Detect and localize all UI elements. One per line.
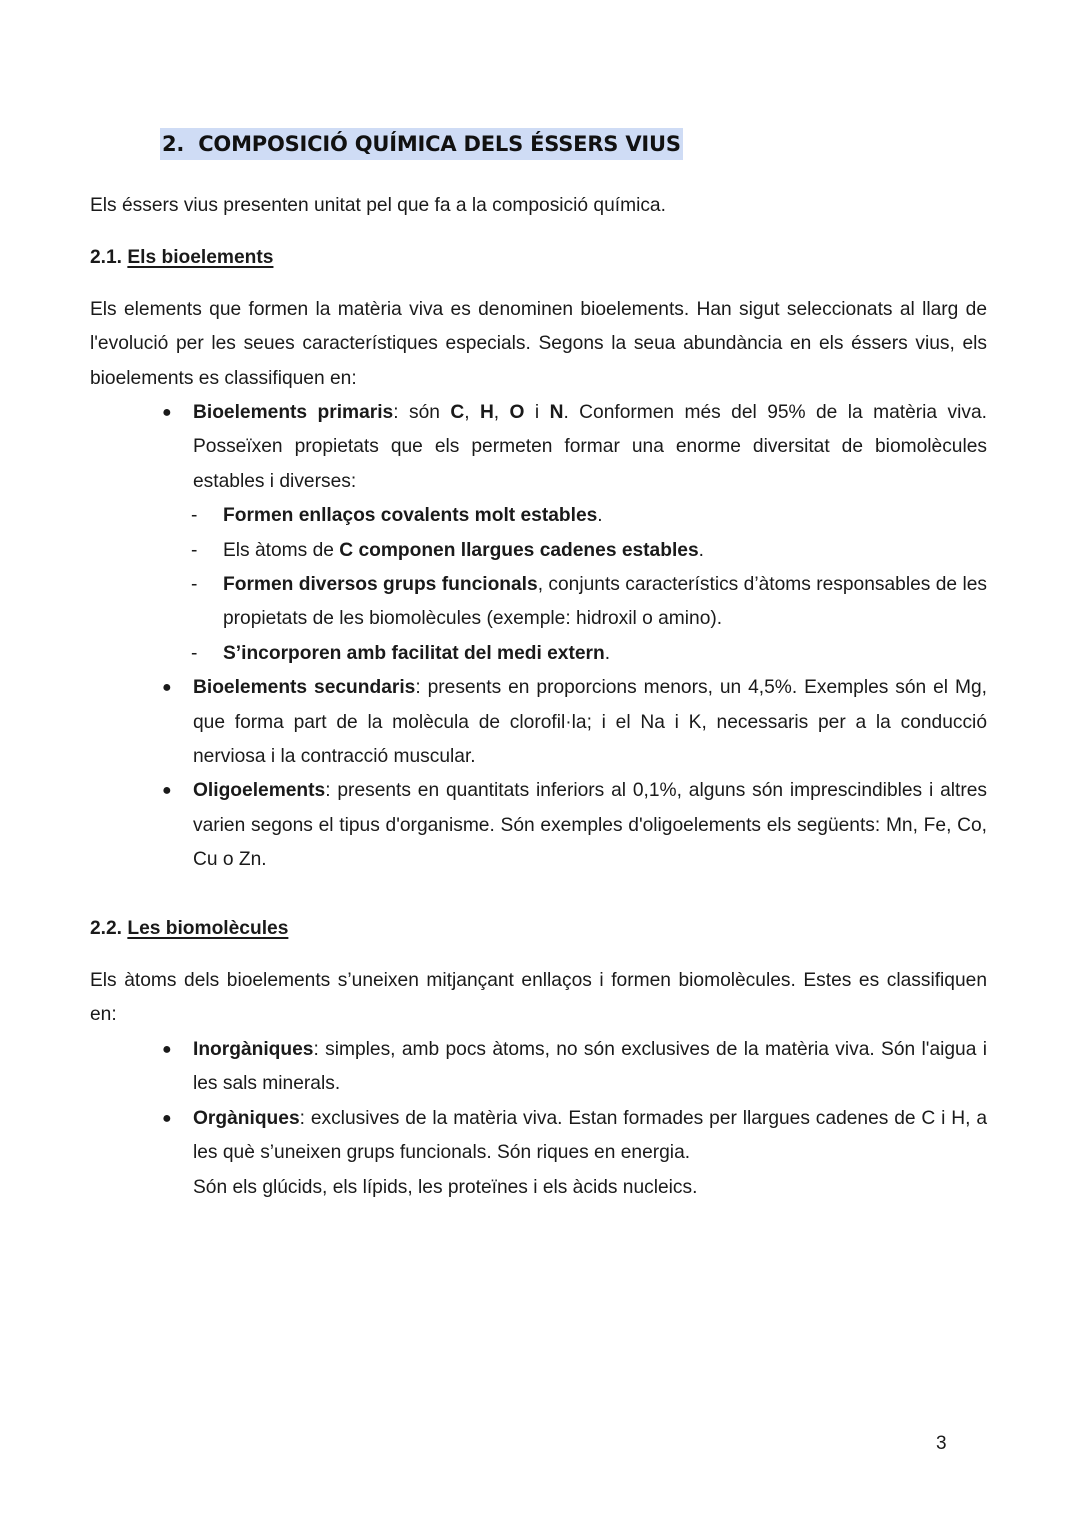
list-item-oligoelements	[158, 774, 987, 877]
text: : exclusives de la matèria viva. Estan formades per llargues cadenes de C i H, a les què s’uneixen grups funcionals. Són riques en energia.	[193, 1107, 987, 1164]
subsection-title: Les biomolècules	[127, 918, 289, 939]
property-item	[158, 499, 987, 533]
element-h: H	[479, 402, 494, 423]
text: : són	[393, 402, 451, 423]
text: : presents en proporcions menors, un 4,5%. Exemples són el Mg, que forma part de la molècula de clorofil·la; i el Na i K, necessaris per a la conducció nerviosa i la contracció muscular.	[193, 677, 987, 768]
text: C componen llargues cadenes estables	[339, 539, 699, 561]
list-item-primaris	[158, 396, 987, 671]
text: , conjunts característics d’àtoms responsables de les propietats de les biomolècules (exemple: hidroxil o amino).	[223, 574, 987, 630]
organiques-examples: Són els glúcids, els lípids, les proteïnes i els àcids nucleics.	[193, 1176, 698, 1198]
element-n: N	[549, 402, 564, 423]
property-item	[158, 637, 987, 671]
property-item	[158, 568, 987, 637]
text: . Conformen més del 95% de la matèria viva. Posseïxen propietats que els permeten formar una enorme diversitat de biomolècules estables i diverses:	[193, 402, 987, 492]
dash-icon: -	[191, 505, 198, 527]
bullet-icon: ●	[162, 1109, 172, 1127]
text: : simples, amb pocs àtoms, no són exclusives de la matèria viva. Són l'aigua i les sals minerals.	[193, 1039, 987, 1095]
list-item-organiques	[158, 1102, 987, 1205]
primaris-properties-list	[158, 499, 987, 671]
term-inorganiques: Inorgàniques	[193, 1039, 314, 1060]
bullet-icon: ●	[162, 404, 172, 421]
subsection-number: 2.1.	[90, 247, 123, 268]
text: : presents en quantitats inferiors al 0,1%, alguns són imprescindibles i altres varien segons el tipus d'organisme. Són exemples d'oligoelements els següents: Mn, Fe, Co, Cu o Zn.	[193, 780, 987, 871]
section-number: 2.	[162, 132, 185, 156]
bullet-icon: ●	[162, 1041, 172, 1058]
text: Els àtoms de	[223, 539, 340, 561]
section-title	[160, 128, 683, 160]
dash-icon: -	[191, 574, 198, 596]
biomolecules-list	[158, 1033, 987, 1205]
section-title-text: COMPOSICIÓ QUÍMICA DELS ÉSSERS VIUS	[198, 132, 681, 156]
dash-icon: -	[191, 642, 198, 664]
page-number: 3	[936, 1433, 947, 1454]
term-secundaris: Bioelements secundaris	[193, 677, 416, 699]
term-primaris: Bioelements primaris	[193, 402, 394, 423]
text: Formen enllaços covalents molt estables	[223, 505, 598, 527]
bullet-icon: ●	[162, 679, 172, 697]
subsection-number: 2.2.	[90, 918, 123, 939]
bioelements-paragraph: Els elements que formen la matèria viva es denominen bioelements. Han sigut seleccionats al llarg de l'evolució per les seues característiques especials. Segons la seua abundància en els éssers vius, els bioelements es classifiquen en:	[90, 299, 987, 389]
subsection-heading-bioelements	[90, 245, 273, 271]
element-c: C	[450, 402, 465, 423]
intro-paragraph: Els éssers vius presenten unitat pel que fa a la composició química.	[90, 195, 666, 216]
text: .	[597, 505, 603, 527]
list-item-secundaris	[158, 671, 987, 774]
property-item	[158, 534, 987, 568]
element-o: O	[509, 402, 525, 423]
text: Formen diversos grups funcionals	[223, 574, 538, 596]
bullet-icon: ●	[162, 782, 172, 800]
text: .	[604, 642, 611, 664]
text: ,	[493, 402, 510, 423]
biomolecules-paragraph: Els àtoms dels bioelements s’uneixen mitjançant enllaços i formen biomolècules. Estes es classifiquen en:	[90, 970, 987, 1026]
text: ,	[464, 402, 480, 423]
subsection-title: Els bioelements	[127, 247, 274, 268]
term-oligoelements: Oligoelements	[193, 780, 326, 802]
text: S’incorporen amb facilitat del medi extern	[223, 642, 605, 664]
term-organiques: Orgàniques	[193, 1107, 300, 1129]
text: i	[524, 402, 550, 423]
subsection-heading-biomolecules	[90, 916, 288, 942]
list-item-inorganiques	[158, 1033, 987, 1102]
text: .	[698, 539, 704, 561]
bioelements-list	[158, 396, 987, 878]
dash-icon: -	[191, 539, 198, 561]
